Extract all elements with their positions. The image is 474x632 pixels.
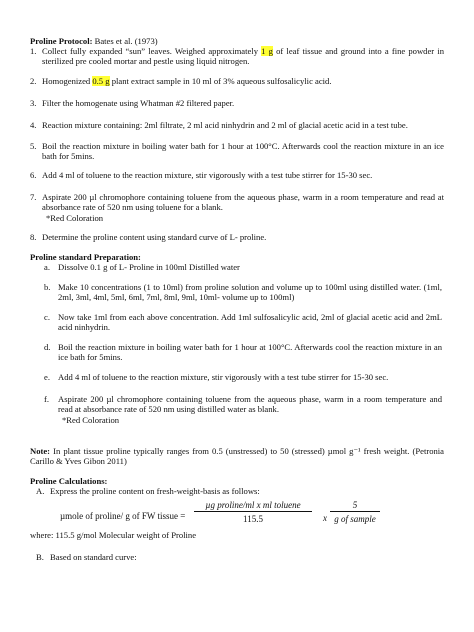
step-number: 1. <box>30 46 37 56</box>
step-text: Filter the homogenate using Whatman #2 filtered paper. <box>42 98 235 108</box>
note-label: Note: <box>30 446 51 456</box>
highlight: 0.5 g <box>92 76 110 86</box>
step-text: Determine the proline content using standard curve of L- proline. <box>42 232 267 242</box>
step-number: 4. <box>30 120 37 130</box>
item-letter: B. <box>36 552 44 562</box>
note-text: In plant tissue proline typically ranges from 0.5 (unstressed) to 50 (stressed) µmol g⁻¹ fresh weight. (Petronia Carillo & Yves Gibon 2011) <box>30 446 444 467</box>
step-number: 7. <box>30 192 37 202</box>
step-text: Homogenized 0.5 g plant extract sample in 10 ml of 3% aqueous sulfosalicylic acid. <box>42 76 332 86</box>
item-text: Now take 1ml from each above concentration. Add 1ml sulfosalicylic acid, 2ml of glacial acetic acid and 2mL acid ninhydrin. <box>58 312 442 333</box>
step-text: Boil the reaction mixture in boiling water bath for 1 hour at 100°C. Afterwards cool the reaction mixture in an ice bath for 5mins. <box>42 141 444 162</box>
step-number: 8. <box>30 232 37 242</box>
item-text: Add 4 ml of toluene to the reaction mixture, stir vigorously with a test tube stirrer for 15-30 sec. <box>58 372 389 382</box>
item-text: Make 10 concentrations (1 to 10ml) from proline solution and volume up to 100ml using distilled water. (1ml, 2ml, 3ml, 4ml, 5ml, 6ml, 7ml, 8ml, 9ml, 10ml- volume up to 100ml) <box>58 282 442 303</box>
item-letter: f. <box>44 394 50 404</box>
step-note: *Red Coloration <box>46 213 104 223</box>
item-letter: d. <box>44 342 51 352</box>
protocol-header <box>30 36 444 46</box>
protocol-citation: Bates et al. (1973) <box>94 36 158 46</box>
item-letter: c. <box>44 312 50 322</box>
item-text: Aspirate 200 µl chromophore containing toluene from the aqueous phase, warm in a room temperature and read at absorbance rate of 520 nm using distilled water as blank. <box>58 394 442 415</box>
item-note: *Red Coloration <box>62 415 120 425</box>
fraction-denominator: g of sample <box>334 514 376 525</box>
step-text: Add 4 ml of toluene to the reaction mixture, stir vigorously with a test tube stirrer for 15-30 sec. <box>42 170 373 180</box>
step-text: Aspirate 200 µl chromophore containing toluene from the aqueous phase, warm in a room temperature and read at absorbance rate of 520 nm using toluene for a blank. <box>42 192 444 213</box>
note-paragraph <box>30 446 444 467</box>
item-text: Express the proline content on fresh-weight-basis as follows: <box>50 486 260 496</box>
formula-fraction-1 <box>194 500 312 525</box>
item-letter: e. <box>44 372 50 382</box>
fraction-denominator: 115.5 <box>243 514 263 525</box>
item-text: Boil the reaction mixture in boiling water bath for 1 hour at 100°C. Afterwards cool the reaction mixture in an ice bath for 5mins. <box>58 342 442 363</box>
step-text: Collect fully expanded “sun” leaves. Weighed approximately 1 g of leaf tissue and ground into a fine powder in sterilized pre cooled mortar and pestle using liquid nitrogen. <box>42 46 444 67</box>
protocol-title: Proline Protocol: <box>30 36 93 46</box>
step-number: 3. <box>30 98 37 108</box>
fraction-numerator: 5 <box>330 500 380 512</box>
item-text: Based on standard curve: <box>50 552 137 562</box>
step-text: Reaction mixture containing: 2ml filtrate, 2 ml acid ninhydrin and 2 ml of glacial acetic acid in a test tube. <box>42 120 408 130</box>
formula-fraction-2 <box>330 500 380 525</box>
step-number: 2. <box>30 76 37 86</box>
item-letter: A. <box>36 486 45 496</box>
fraction-numerator: µg proline/ml x ml toluene <box>194 500 312 512</box>
step-number: 6. <box>30 170 37 180</box>
formula-where: where: 115.5 g/mol Molecular weight of Proline <box>30 530 197 540</box>
item-text: Dissolve 0.1 g of L- Proline in 100ml Distilled water <box>58 262 240 272</box>
item-letter: b. <box>44 282 51 292</box>
step-number: 5. <box>30 141 37 151</box>
formula-lhs: µmole of proline/ g of FW tissue = <box>60 511 186 521</box>
item-letter: a. <box>44 262 50 272</box>
calculations-heading: Proline Calculations: <box>30 476 108 486</box>
highlight: 1 g <box>261 46 273 56</box>
formula-times: x <box>323 513 327 523</box>
standard-heading: Proline standard Preparation: <box>30 252 141 262</box>
